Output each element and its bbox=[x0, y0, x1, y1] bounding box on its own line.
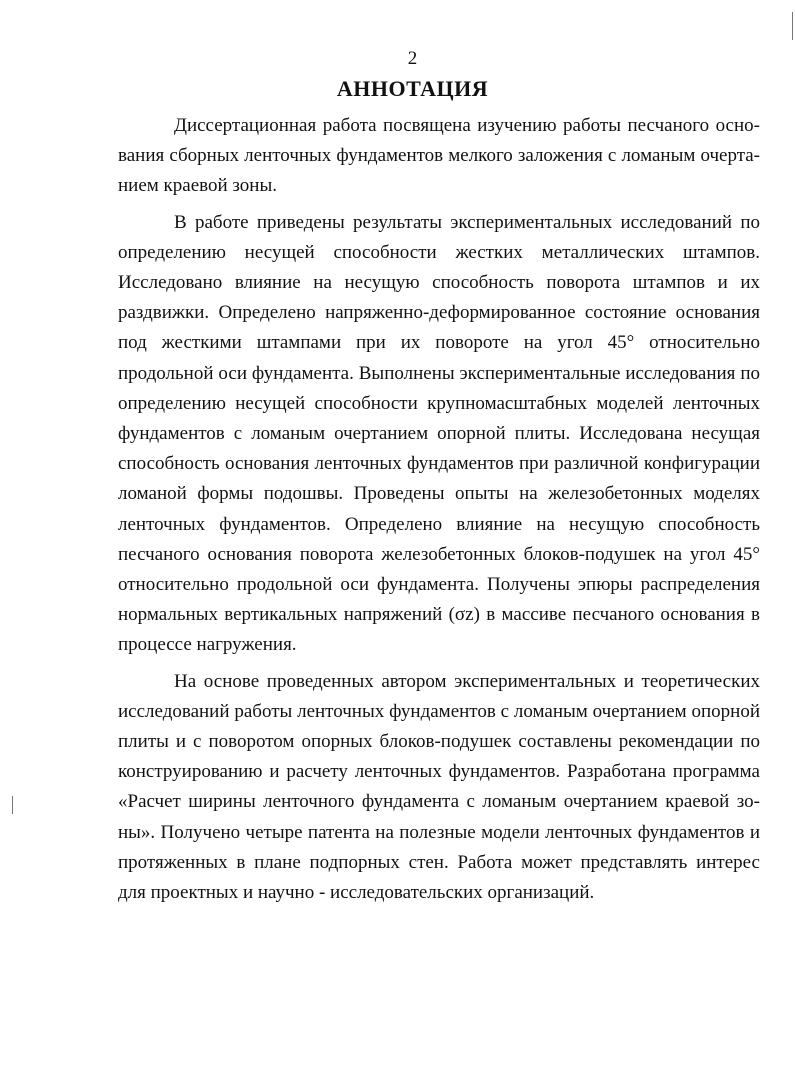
paragraph-1: Диссертационная работа посвящена изучению работы песчаного основания сборных ленточных фундаментов мелкого заложения с ломаным очертанием краевой зоны. bbox=[118, 115, 760, 197]
paragraph-2: В работе приведены результаты экспериментальных исследований по определению несущей способности жестких металлических штампов. Исследовано влияние на несущую способность поворота штампов и их раздвижки. Определено напряженно-деформированное состояние основания под жесткими штампами при их повороте на угол 45° относительно продольной оси фундамента. Выполнены экспериментальные исследования по определению несущей способности крупномасштабных моделей ленточных фундаментов с ломаным очертанием опорной плиты. Исследована несущая способность основания ленточных фундаментов при различной конфигурации ломаной формы подошвы. Проведены опыты на железобетонных моделях ленточных фундаментов. Определено влияние на несущую способность песчаного основания поворота железобетонных блоков-подушек на угол 45° относительно продольной оси фундамента. Получены эпюры распределения нормальных вертикальных напряжений (σz) в массиве песчаного основания в процессе нагружения. bbox=[118, 211, 760, 656]
scan-edge-mark bbox=[12, 796, 13, 814]
document-title: АННОТАЦИЯ bbox=[336, 76, 489, 101]
scan-edge-mark bbox=[792, 12, 793, 40]
page-number: 2 bbox=[407, 48, 418, 69]
annotation-body bbox=[118, 111, 760, 908]
paragraph-3: На основе проведенных автором экспериментальных и теоретических исследований работы ленточных фундаментов с ломаным очертанием опорной плиты и с поворотом опорных блоков-подушек составлены рекомендации по конструированию и расчету ленточных фундаментов. Разработана программа «Расчет ширины ленточного фундамента с ломаным очертанием краевой зоны». Получено четыре патента на полезные модели ленточных фундаментов и протяженных в плане подпорных стен. Работа может представлять интерес для проектных и научно - исследовательских организаций. bbox=[118, 670, 760, 904]
